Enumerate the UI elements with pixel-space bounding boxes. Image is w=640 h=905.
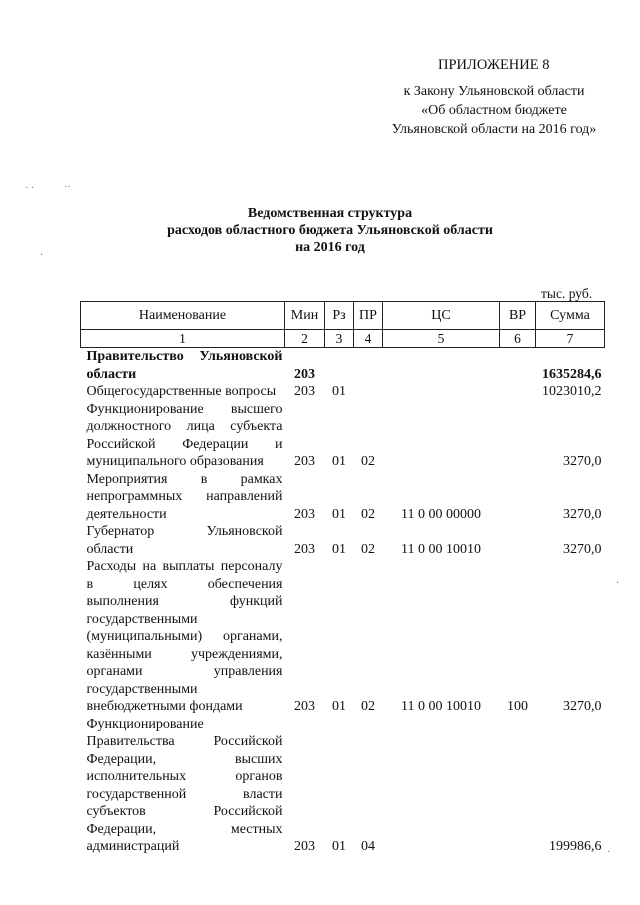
row-cs: 11 0 00 10010 xyxy=(401,699,481,714)
col-number: 6 xyxy=(500,330,536,348)
appendix-number: ПРИЛОЖЕНИЕ 8 xyxy=(438,57,550,73)
row-name: Правительство Ульяновской области xyxy=(86,349,283,382)
table-row xyxy=(81,348,605,384)
law-line: к Закону Ульяновской области xyxy=(403,84,585,99)
row-name: Мероприятия в рамках непрограммных направлений деятельности xyxy=(86,471,283,522)
row-name: Функционирование Правительства Российской Федерации, высших исполнительных органов государственной власти субъектов Российской Федерации, местных администраций xyxy=(86,716,283,854)
row-sum: 1635284,6 xyxy=(542,366,602,382)
col-header-rz: Рз xyxy=(325,302,354,330)
col-header-cs: ЦС xyxy=(383,302,500,330)
units-label: тыс. руб. xyxy=(541,286,593,301)
row-vr xyxy=(500,523,536,558)
row-name: Губернатор Ульяновской области xyxy=(86,524,283,557)
budget-table xyxy=(80,301,605,856)
table-row xyxy=(81,401,605,471)
row-cs xyxy=(383,716,500,856)
table-row xyxy=(81,383,605,401)
row-vr xyxy=(500,716,536,856)
table-row xyxy=(81,523,605,558)
scan-speck: · xyxy=(607,847,611,858)
col-header-min: Мин xyxy=(285,302,325,330)
row-pr: 02 xyxy=(361,506,375,522)
title-line: на 2016 год xyxy=(295,240,365,255)
row-rz: 01 xyxy=(332,506,346,522)
row-vr xyxy=(500,401,536,471)
table-row xyxy=(81,471,605,524)
row-sum: 3270,0 xyxy=(563,506,602,522)
row-pr: 02 xyxy=(361,699,375,714)
col-number: 2 xyxy=(285,330,325,348)
col-header-name: Наименование xyxy=(81,302,285,330)
row-cs: 11 0 00 00000 xyxy=(401,506,481,522)
row-rz: 01 xyxy=(332,541,346,557)
row-name: Общегосударственные вопросы xyxy=(86,384,277,399)
row-pr: 02 xyxy=(361,454,375,469)
col-header-pr: ПР xyxy=(354,302,383,330)
col-header-vr: ВР xyxy=(500,302,536,330)
scan-speck: · xyxy=(616,578,620,589)
row-name: Функционирование высшего должностного лица субъекта Российской Федерации и муниципального образования xyxy=(86,401,283,469)
col-number: 7 xyxy=(536,330,605,348)
row-rz: 01 xyxy=(332,454,346,469)
law-reference xyxy=(380,82,608,139)
law-line: Ульяновской области на 2016 год» xyxy=(391,122,597,137)
scan-speck: · · xyxy=(25,183,35,194)
row-min: 203 xyxy=(294,384,315,399)
row-min: 203 xyxy=(294,839,315,854)
row-min: 203 xyxy=(294,699,315,714)
title-line: расходов областного бюджета Ульяновской области xyxy=(167,223,493,238)
row-vr xyxy=(500,348,536,384)
col-number: 3 xyxy=(325,330,354,348)
row-rz: 01 xyxy=(332,839,346,854)
row-vr xyxy=(500,383,536,401)
row-rz: 01 xyxy=(332,384,346,399)
row-name: Расходы на выплаты персоналу в целях обеспечения выполнения функций государственными (муниципальными) органами, казёнными учреждениями, органами управления государственными внебюджетными фондами xyxy=(86,559,283,714)
row-cs xyxy=(383,383,500,401)
column-number-row xyxy=(81,330,605,348)
scan-speck: · xyxy=(40,250,44,261)
row-rz: 01 xyxy=(332,699,346,714)
col-number: 1 xyxy=(81,330,285,348)
row-vr xyxy=(500,471,536,524)
scan-speck: ·· xyxy=(64,182,71,193)
title-line: Ведомственная структура xyxy=(247,206,413,221)
row-pr xyxy=(354,383,383,401)
document-title xyxy=(120,205,540,256)
row-min: 203 xyxy=(294,506,315,522)
row-cs xyxy=(383,401,500,471)
row-min: 203 xyxy=(294,366,315,382)
row-pr: 04 xyxy=(361,839,375,854)
col-header-sum: Сумма xyxy=(536,302,605,330)
row-min: 203 xyxy=(294,454,315,469)
row-sum: 3270,0 xyxy=(563,699,602,714)
row-sum: 1023010,2 xyxy=(542,384,602,399)
row-cs xyxy=(383,348,500,384)
row-sum: 199986,6 xyxy=(549,839,602,854)
row-cs: 11 0 00 10010 xyxy=(401,541,481,557)
law-line: «Об областном бюджете xyxy=(421,103,567,118)
row-rz xyxy=(325,348,354,384)
row-sum: 3270,0 xyxy=(563,454,602,469)
row-vr: 100 xyxy=(507,699,528,714)
table-row xyxy=(81,716,605,856)
col-number: 4 xyxy=(354,330,383,348)
row-min: 203 xyxy=(294,541,315,557)
row-sum: 3270,0 xyxy=(563,541,602,557)
col-number: 5 xyxy=(383,330,500,348)
table-row xyxy=(81,558,605,716)
row-pr: 02 xyxy=(361,541,375,557)
row-pr xyxy=(354,348,383,384)
header-row xyxy=(81,302,605,330)
